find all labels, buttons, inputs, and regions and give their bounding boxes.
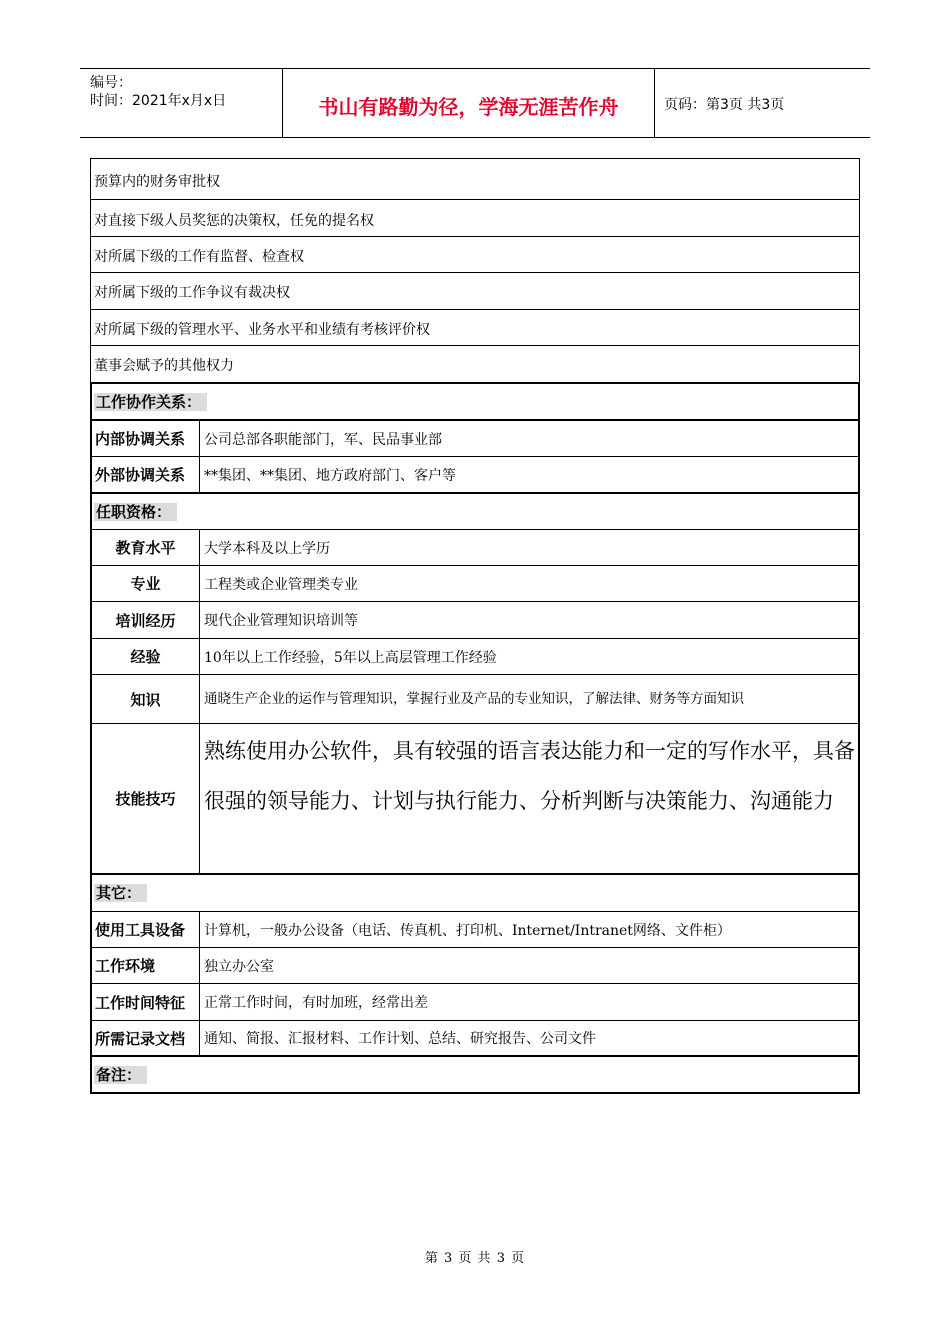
power-text: 对直接下级人员奖惩的决策权，任免的提名权	[94, 213, 374, 229]
power-row	[90, 200, 860, 237]
skills-value: 熟练使用办公软件，具有较强的语言表达能力和一定的写作水平，具备很强的领导能力、计划与执行能力、分析判断与决策能力、沟通能力	[204, 739, 855, 813]
page-header	[80, 68, 870, 138]
tools-value: 计算机，一般办公设备（电话、传真机、打印机、Internet/Intranet网络、文件柜）	[204, 922, 731, 939]
section-title: 其它：	[94, 884, 147, 902]
table-row	[90, 566, 860, 602]
section-title: 工作协作关系：	[94, 393, 207, 411]
header-meta-cell	[80, 69, 283, 137]
skills-label: 技能技巧	[92, 724, 200, 873]
section-qualification	[90, 494, 860, 530]
work-environment-value: 独立办公室	[204, 958, 274, 975]
power-row	[90, 158, 860, 200]
power-text: 对所属下级的工作有监督、检查权	[94, 249, 304, 265]
table-row	[90, 675, 860, 724]
power-row	[90, 237, 860, 273]
major-value: 工程类或企业管理类专业	[204, 576, 358, 593]
training-value: 现代企业管理知识培训等	[204, 613, 358, 629]
power-text: 预算内的财务审批权	[94, 174, 220, 190]
header-motto: 书山有路勤为径，学海无涯苦作舟	[318, 95, 619, 119]
education-label: 教育水平	[92, 530, 200, 565]
internal-coordination-value: 公司总部各职能部门，军、民品事业部	[204, 431, 442, 448]
table-row	[90, 724, 860, 875]
power-text: 董事会赋予的其他权力	[94, 358, 234, 374]
internal-coordination-label: 内部协调关系	[92, 421, 200, 456]
knowledge-value: 通晓生产企业的运作与管理知识，掌握行业及产品的专业知识，了解法律、财务等方面知识	[204, 691, 744, 707]
work-time-label: 工作时间特征	[92, 984, 200, 1020]
power-row	[90, 346, 860, 384]
section-title: 备注：	[94, 1066, 147, 1084]
header-motto-cell	[283, 69, 655, 137]
table-row	[90, 948, 860, 984]
training-label: 培训经历	[92, 602, 200, 638]
power-row	[90, 273, 860, 310]
education-value: 大学本科及以上学历	[204, 540, 330, 557]
table-row	[90, 457, 860, 494]
documents-label: 所需记录文档	[92, 1021, 200, 1055]
table-row	[90, 639, 860, 675]
section-title: 任职资格：	[94, 503, 177, 521]
table-row	[90, 530, 860, 566]
table-row	[90, 421, 860, 457]
table-row	[90, 602, 860, 639]
header-page-cell	[655, 69, 870, 137]
tools-label: 使用工具设备	[92, 912, 200, 947]
table-row	[90, 912, 860, 948]
experience-value: 10年以上工作经验，5年以上高层管理工作经验	[204, 649, 497, 666]
section-other	[90, 875, 860, 912]
job-description-table	[90, 158, 860, 1094]
experience-label: 经验	[92, 639, 200, 674]
table-row	[90, 984, 860, 1021]
external-coordination-label: 外部协调关系	[92, 457, 200, 492]
knowledge-label: 知识	[92, 675, 200, 723]
documents-value: 通知、简报、汇报材料、工作计划、总结、研究报告、公司文件	[204, 1031, 596, 1047]
header-page-info: 页码：第3页 共3页	[664, 97, 785, 113]
table-row	[90, 1021, 860, 1057]
section-remarks	[90, 1057, 860, 1094]
work-environment-label: 工作环境	[92, 948, 200, 983]
power-text: 对所属下级的工作争议有裁决权	[94, 285, 290, 301]
section-cooperation	[90, 384, 860, 421]
power-text: 对所属下级的管理水平、业务水平和业绩有考核评价权	[94, 322, 430, 338]
page-footer: 第 3 页 共 3 页	[424, 1251, 526, 1266]
power-row	[90, 310, 860, 346]
document-date: 时间：2021年x月x日	[90, 93, 227, 109]
major-label: 专业	[92, 566, 200, 601]
external-coordination-value: **集团、**集团、地方政府部门、客户等	[204, 467, 456, 484]
work-time-value: 正常工作时间，有时加班，经常出差	[204, 995, 428, 1011]
document-number-label: 编号：	[90, 75, 132, 91]
